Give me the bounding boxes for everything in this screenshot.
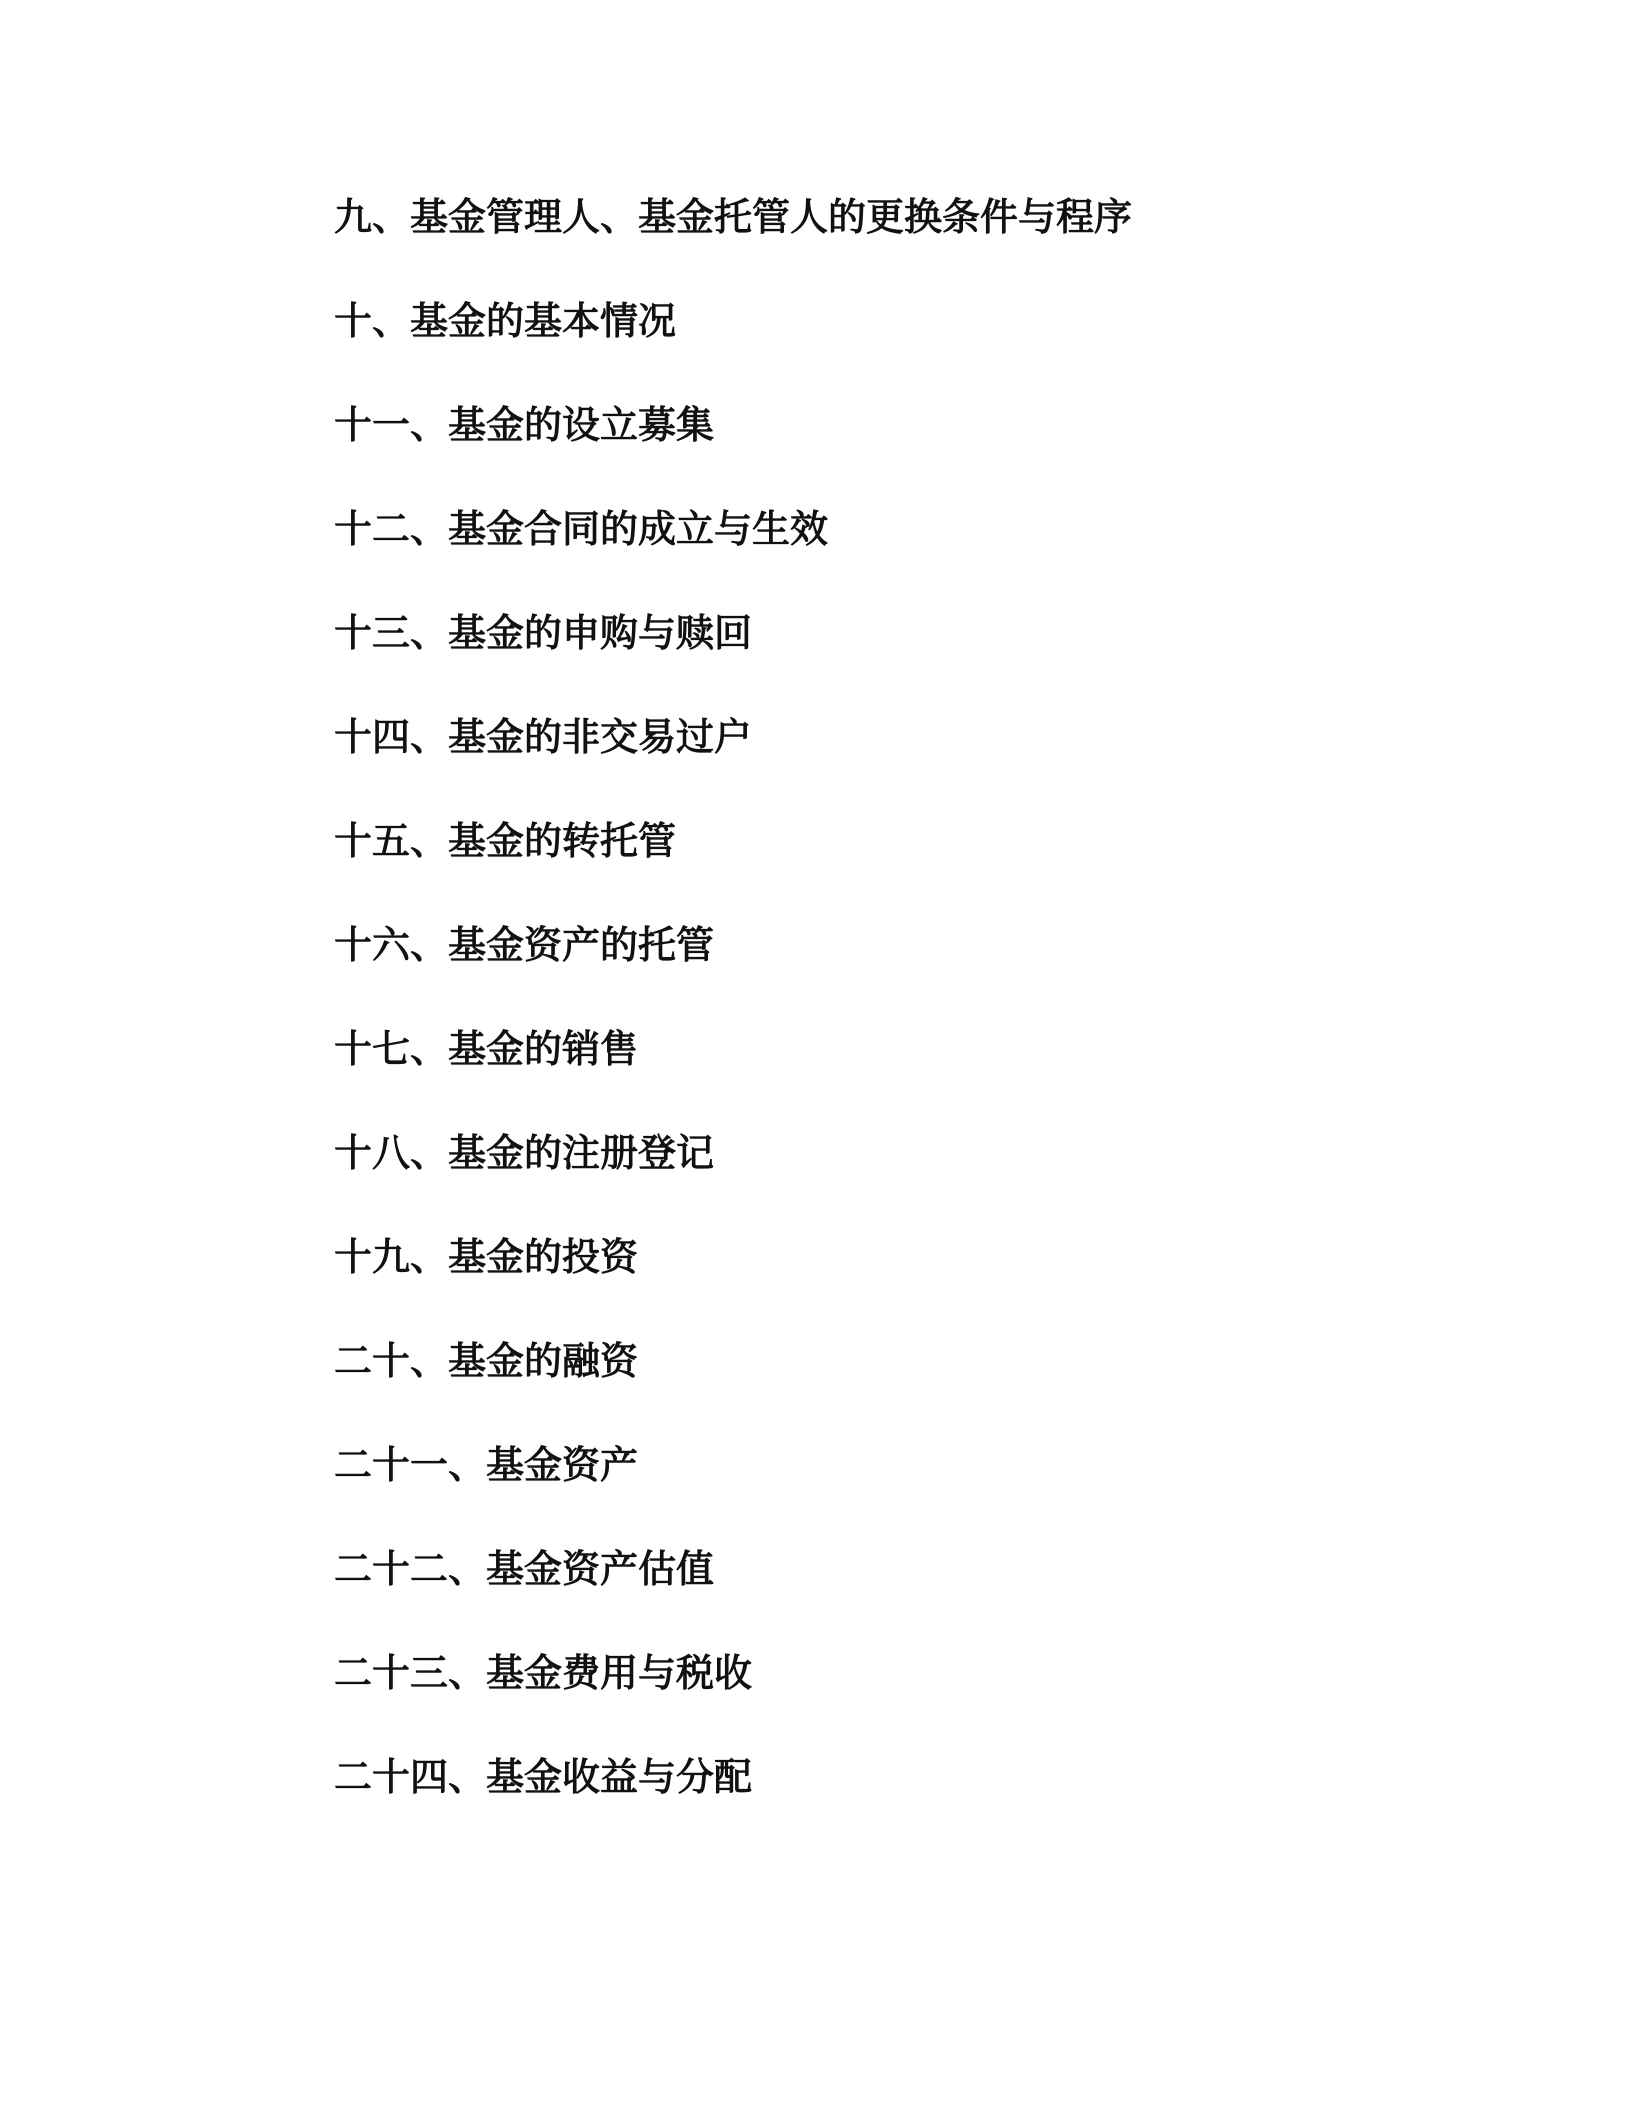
toc-item: 二十三、基金费用与税收 [334,1651,753,1695]
toc-item: 十八、基金的注册登记 [334,1131,715,1175]
toc-item: 十四、基金的非交易过户 [334,715,753,759]
toc-item: 二十一、基金资产 [334,1443,639,1487]
toc-item: 九、基金管理人、基金托管人的更换条件与程序 [334,195,1133,239]
toc-item: 十五、基金的转托管 [334,819,677,863]
toc-item: 十一、基金的设立募集 [334,403,715,447]
toc-item: 二十四、基金收益与分配 [334,1755,753,1799]
toc-item: 二十、基金的融资 [334,1339,639,1383]
toc-item: 十三、基金的申购与赎回 [334,611,753,655]
toc-item: 十六、基金资产的托管 [334,923,715,967]
toc-item: 十九、基金的投资 [334,1235,639,1279]
toc-item: 十二、基金合同的成立与生效 [334,507,829,551]
toc-item: 二十二、基金资产估值 [334,1547,715,1591]
toc-item: 十、基金的基本情况 [334,299,677,343]
table-of-contents [334,190,1132,1854]
toc-item: 十七、基金的销售 [334,1027,639,1071]
